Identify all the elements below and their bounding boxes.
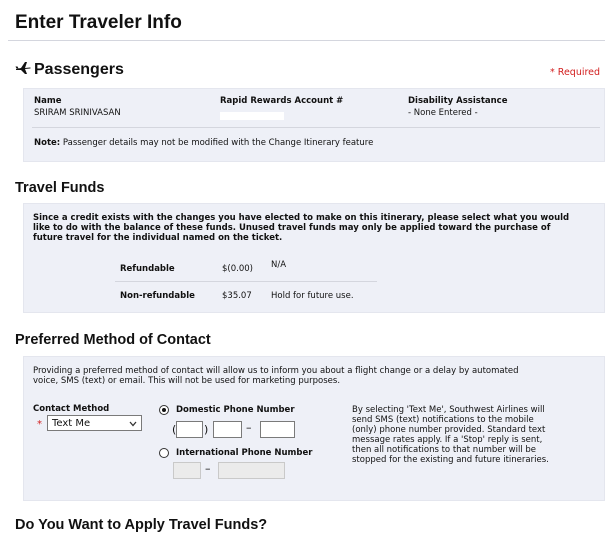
refundable-action: N/A	[271, 260, 287, 270]
domestic-line-input[interactable]	[260, 421, 295, 438]
travel-funds-message-2: like to do with the balance of these funds. Unused travel funds may only be applied toward the purchase of	[33, 223, 551, 233]
sms-note-6: stopped for the existing and future itineraries.	[352, 455, 549, 465]
non-refundable-action: Hold for future use.	[271, 291, 354, 301]
contact-intro-1: Providing a preferred method of contact will allow us to inform you about a flight change or a delay by automated	[33, 366, 519, 376]
sms-note-3: (only) phone number provided. Standard text	[352, 425, 546, 435]
travel-funds-message-3: future travel for the individual named on the ticket.	[33, 233, 283, 243]
international-country-code-input[interactable]	[173, 462, 201, 479]
header-divider	[8, 40, 605, 41]
international-phone-label: International Phone Number	[176, 448, 313, 458]
refundable-amount: $(0.00)	[222, 264, 253, 274]
contact-heading: Preferred Method of Contact	[15, 332, 211, 348]
international-dash: –	[205, 462, 211, 475]
passenger-name: SRIRAM SRINIVASAN	[34, 108, 121, 118]
passengers-heading: Passengers	[34, 61, 124, 78]
page-title: Enter Traveler Info	[15, 12, 182, 33]
international-number-input[interactable]	[218, 462, 285, 479]
contact-method-selected: Text Me	[52, 418, 91, 429]
col-rapid-rewards-header: Rapid Rewards Account #	[220, 96, 344, 106]
note-label: Note:	[34, 138, 61, 148]
travel-funds-row-divider	[115, 281, 377, 282]
international-phone-radio[interactable]	[159, 448, 169, 458]
domestic-phone-label: Domestic Phone Number	[176, 405, 295, 415]
area-code-open-paren: (	[172, 423, 177, 436]
contact-intro-2: voice, SMS (text) or email. This will not be used for marketing purposes.	[33, 376, 341, 386]
required-note: * Required	[550, 67, 601, 78]
contact-method-label: Contact Method	[33, 404, 110, 414]
apply-funds-heading: Do You Want to Apply Travel Funds?	[15, 517, 268, 533]
domestic-prefix-input[interactable]	[213, 421, 242, 438]
sms-note-2: send SMS (text) notifications to the mobile	[352, 415, 534, 425]
area-code-close-paren: )	[204, 423, 209, 436]
airplane-icon	[14, 60, 32, 80]
passenger-note	[34, 138, 373, 148]
chevron-down-icon	[129, 419, 137, 430]
refundable-label: Refundable	[120, 264, 175, 274]
non-refundable-amount: $35.07	[222, 291, 252, 301]
domestic-dash: –	[246, 421, 252, 434]
disability-value: - None Entered -	[408, 108, 478, 118]
travel-funds-heading: Travel Funds	[15, 180, 105, 196]
col-name-header: Name	[34, 96, 62, 106]
domestic-phone-radio[interactable]	[159, 405, 169, 415]
col-disability-header: Disability Assistance	[408, 96, 508, 106]
non-refundable-label: Non-refundable	[120, 291, 195, 301]
travel-funds-message-1: Since a credit exists with the changes you have elected to make on this itinerary, please select what you would	[33, 213, 570, 223]
rapid-rewards-redacted	[220, 112, 284, 120]
passengers-divider	[32, 127, 600, 128]
note-text: Passenger details may not be modified with the Change Itinerary feature	[62, 138, 374, 148]
sms-note-1: By selecting 'Text Me', Southwest Airlines will	[352, 405, 545, 415]
sms-note-5: then all notifications to that number will be	[352, 445, 537, 455]
contact-method-required: *	[37, 419, 42, 430]
contact-method-select[interactable]	[47, 415, 142, 431]
sms-note-4: message rates apply. If a 'Stop' reply is sent,	[352, 435, 543, 445]
domestic-area-code-input[interactable]	[176, 421, 203, 438]
